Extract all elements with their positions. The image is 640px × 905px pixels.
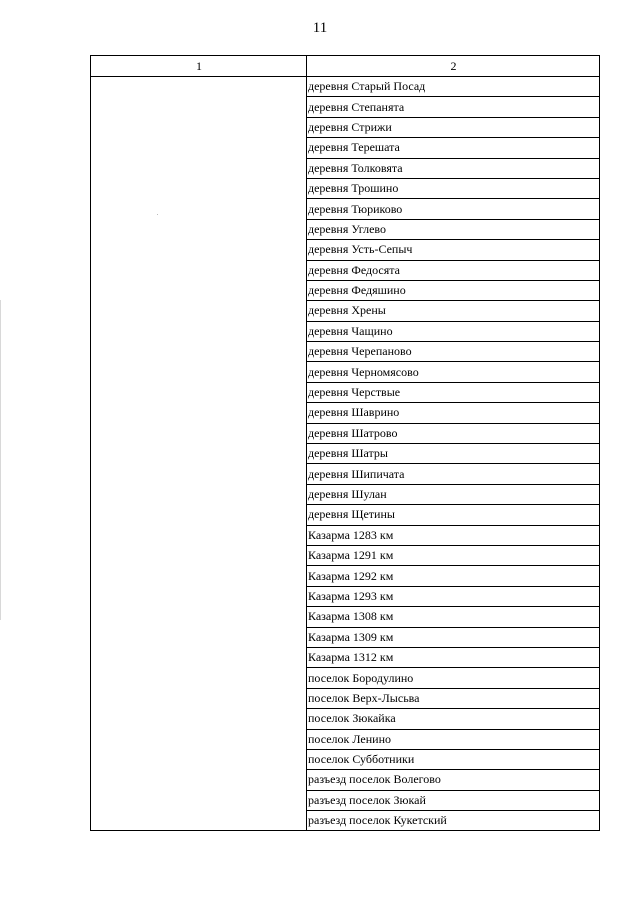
settlement-name-cell: поселок Ленино bbox=[307, 729, 600, 749]
table-body bbox=[91, 77, 600, 831]
settlement-name-cell: деревня Толковята bbox=[307, 158, 600, 178]
settlement-name-cell: Казарма 1292 км bbox=[307, 566, 600, 586]
settlement-name-cell: поселок Верх-Лысьва bbox=[307, 688, 600, 708]
column-header-2: 2 bbox=[307, 56, 600, 77]
settlement-name-cell: деревня Трошино bbox=[307, 178, 600, 198]
settlement-name-cell: деревня Шулан bbox=[307, 484, 600, 504]
column-1-merged-cell bbox=[91, 77, 307, 831]
settlement-name-cell: деревня Стрижи bbox=[307, 117, 600, 137]
settlements-table bbox=[90, 55, 600, 831]
settlement-name-cell: разъезд поселок Волегово bbox=[307, 770, 600, 790]
settlement-name-cell: деревня Старый Посад bbox=[307, 77, 600, 97]
settlement-name-cell: деревня Терешата bbox=[307, 138, 600, 158]
page-number: 11 bbox=[312, 20, 328, 36]
settlement-name-cell: деревня Шатры bbox=[307, 444, 600, 464]
settlement-name-cell: деревня Тюриково bbox=[307, 199, 600, 219]
settlement-name-cell: разъезд поселок Зюкай bbox=[307, 790, 600, 810]
settlement-name-cell: Казарма 1308 км bbox=[307, 607, 600, 627]
settlement-name-cell: разъезд поселок Кукетский bbox=[307, 811, 600, 831]
settlement-name-cell: Казарма 1283 км bbox=[307, 525, 600, 545]
settlement-name-cell: Казарма 1312 км bbox=[307, 647, 600, 667]
settlement-name-cell: деревня Хрены bbox=[307, 301, 600, 321]
settlement-name-cell: деревня Щетины bbox=[307, 505, 600, 525]
settlement-name-cell: Казарма 1291 км bbox=[307, 545, 600, 565]
table-row bbox=[91, 77, 600, 97]
settlement-name-cell: деревня Шатрово bbox=[307, 423, 600, 443]
scan-edge-mark bbox=[0, 300, 1, 620]
settlement-name-cell: деревня Черномясово bbox=[307, 362, 600, 382]
settlement-name-cell: деревня Федяшино bbox=[307, 280, 600, 300]
settlement-name-cell: поселок Зюкайка bbox=[307, 709, 600, 729]
settlement-name-cell: деревня Федосята bbox=[307, 260, 600, 280]
settlement-name-cell: деревня Степанята bbox=[307, 97, 600, 117]
column-header-1: 1 bbox=[91, 56, 307, 77]
settlement-name-cell: деревня Усть-Сепыч bbox=[307, 240, 600, 260]
settlement-name-cell: деревня Черепаново bbox=[307, 342, 600, 362]
settlement-name-cell: деревня Черствые bbox=[307, 382, 600, 402]
table-header-row bbox=[91, 56, 600, 77]
settlement-name-cell: деревня Углево bbox=[307, 219, 600, 239]
settlement-name-cell: деревня Шипичата bbox=[307, 464, 600, 484]
settlement-name-cell: поселок Субботники bbox=[307, 749, 600, 769]
settlement-name-cell: Казарма 1309 км bbox=[307, 627, 600, 647]
settlement-name-cell: поселок Бородулино bbox=[307, 668, 600, 688]
settlement-name-cell: деревня Шаврино bbox=[307, 403, 600, 423]
settlement-name-cell: деревня Чащино bbox=[307, 321, 600, 341]
settlement-name-cell: Казарма 1293 км bbox=[307, 586, 600, 606]
